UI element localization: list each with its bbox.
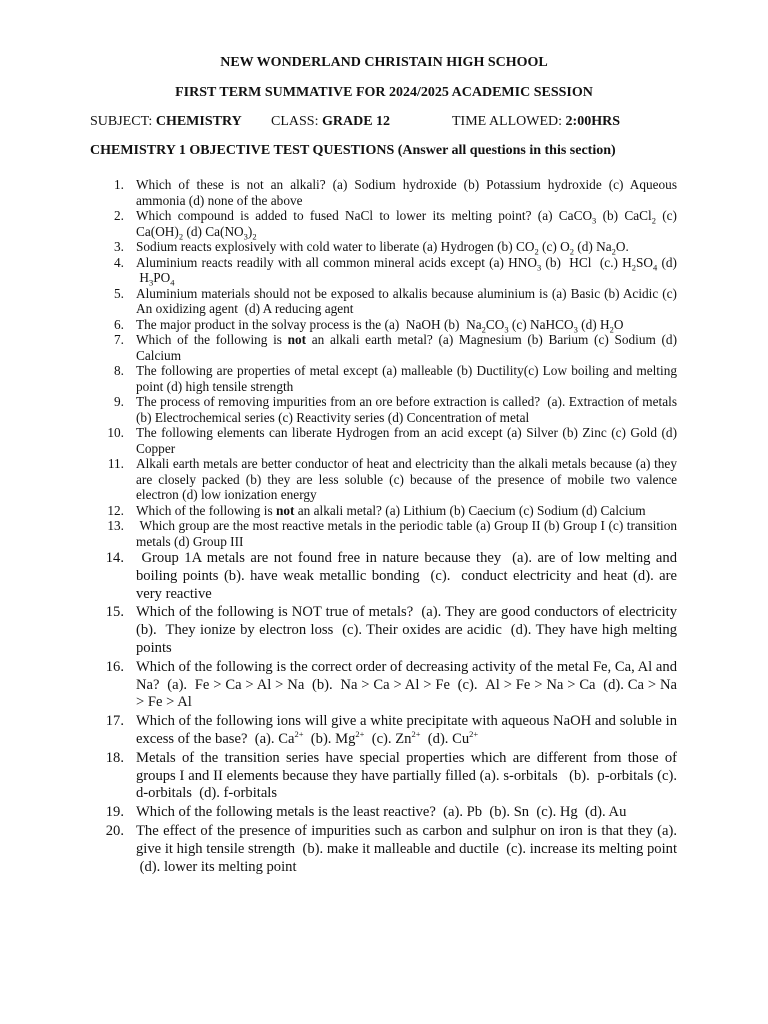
school-name: NEW WONDERLAND CHRISTAIN HIGH SCHOOL bbox=[220, 55, 548, 70]
question-item bbox=[90, 456, 677, 503]
question-number: 12. bbox=[107, 502, 124, 518]
question-number: 16. bbox=[105, 658, 124, 675]
question-text: Which of these is not an alkali? (a) Sodium hydroxide (b) Potassium hydroxide (c) Aqueous ammonia (d) none of the above bbox=[136, 177, 677, 208]
question-item bbox=[90, 239, 677, 255]
question-text: Aluminium materials should not be exposed to alkalis because aluminium is (a) Basic (b) Acidic (c) An oxidizing agent (d) A reducing agent bbox=[136, 285, 677, 316]
question-item bbox=[90, 823, 677, 876]
question-item bbox=[90, 255, 677, 286]
question-text: Alkali earth metals are better conductor of heat and electricity than the alkali metals because (a) they are closely packed (b) they are less soluble (c) because of the presence of mobile two valence electron (d) low ionization energy bbox=[136, 456, 677, 502]
question-text: Which of the following metals is the least reactive? (a). Pb (b). Sn (c). Hg (d). Au bbox=[136, 804, 627, 821]
question-number: 3. bbox=[114, 239, 124, 254]
question-text: Aluminium reacts readily with all common mineral acids except (a) $HNO_3$ (b) HCl (c.) $H_2SO_4$ (d) $H_3PO_4$ bbox=[136, 254, 677, 288]
question-number: 17. bbox=[105, 713, 124, 730]
question-number: 8. bbox=[114, 363, 124, 378]
question-item bbox=[90, 518, 677, 549]
question-item bbox=[90, 503, 677, 519]
question-item bbox=[90, 804, 677, 822]
question-number: 10. bbox=[107, 425, 124, 440]
question-text: Group 1A metals are not found free in nature because they (a). are of low melting and boiling points (b). have weak metallic bonding (c). conduct electricity and heat (d). are very reactive bbox=[136, 550, 677, 602]
question-item bbox=[90, 750, 677, 803]
class-label: CLASS: bbox=[271, 114, 322, 129]
question-number: 5. bbox=[114, 285, 124, 301]
question-text: Sodium reacts explosively with cold water to liberate (a) Hydrogen (b) $CO_2$ (c) $O_2$ (d) $Na_2O$. bbox=[136, 239, 629, 257]
question-item bbox=[90, 713, 677, 749]
question-item bbox=[90, 286, 677, 317]
question-text: Which of the following ions will give a white precipitate with aqueous NaOH and soluble in excess of the base? (a). $Ca^{2+}$ (b). $Mg^{2+}$ (c). $Zn^{2+}$ (d). $Cu^{2+}$ bbox=[136, 713, 677, 747]
question-text: Which compound is added to fused NaCl to lower its melting point? (a) CaCO$_3$ (b) CaCl$_2$ (c) $Ca(OH)_2$ (d) $Ca(NO_3)_2$ bbox=[136, 208, 677, 242]
subject-value: CHEMISTRY bbox=[155, 114, 242, 129]
question-text: Which of the following is the correct order of decreasing activity of the metal Fe, Ca, Al and Na? (a). Fe > Ca > Al > Na (b). Na > Ca > Al > Fe (c). Al > Fe > Na > Ca (d). Ca > Na > Fe > Al bbox=[136, 658, 677, 711]
subject-field bbox=[90, 114, 242, 129]
question-number: 4. bbox=[114, 254, 124, 270]
question-number: 13. bbox=[107, 518, 124, 533]
question-item bbox=[90, 208, 677, 242]
question-item bbox=[90, 425, 677, 456]
time-label: TIME ALLOWED: bbox=[452, 114, 566, 129]
class-value: GRADE 12 bbox=[321, 114, 391, 129]
exam-title: FIRST TERM SUMMATIVE FOR 2024/2025 ACADEMIC SESSION bbox=[175, 85, 593, 100]
question-item bbox=[90, 394, 677, 425]
time-field bbox=[452, 114, 620, 130]
question-item bbox=[90, 332, 677, 363]
question-number: 6. bbox=[114, 316, 124, 332]
question-number: 19. bbox=[105, 804, 124, 821]
question-text: The following elements can liberate Hydrogen from an acid except (a) Silver (b) Zinc (c) Gold (d) Copper bbox=[136, 425, 677, 456]
question-text: Which of the following is not an alkali metal? (a) Lithium (b) Caecium (c) Sodium (d) Calcium bbox=[136, 502, 646, 518]
question-item bbox=[90, 659, 677, 712]
question-number: 14. bbox=[105, 550, 124, 566]
question-text: Metals of the transition series have special properties which are different from those of groups I and II elements because they have partially filled (a). s-orbitals (b). p-orbitals (c). d-orbitals (d). f-orbitals bbox=[136, 749, 677, 802]
question-text: The effect of the presence of impurities such as carbon and sulphur on iron is that they (a). give it high tensile strength (b). make it malleable and ductile (c). increase its melting point (d). lower its melting point bbox=[136, 822, 677, 875]
question-number: 7. bbox=[114, 332, 124, 347]
question-text: Which group are the most reactive metals in the periodic table (a) Group II (b) Group I (c) transition metals (d) Group III bbox=[136, 518, 677, 549]
class-field bbox=[271, 114, 390, 130]
question-number: 20. bbox=[105, 822, 124, 839]
question-number: 1. bbox=[114, 177, 124, 192]
time-value: 2:00HRS bbox=[565, 114, 620, 129]
question-list bbox=[90, 177, 677, 876]
exam-meta bbox=[90, 114, 690, 130]
question-item bbox=[90, 550, 677, 603]
section-title: CHEMISTRY 1 OBJECTIVE TEST QUESTIONS (Answer all questions in this section) bbox=[90, 143, 616, 158]
question-text: Which of the following is NOT true of metals? (a). They are good conductors of electricity (b). They ionize by electron loss (c). Their oxides are acidic (d). They have high melting points bbox=[136, 604, 677, 656]
question-number: 2. bbox=[114, 208, 124, 223]
question-item bbox=[90, 363, 677, 394]
question-text: The process of removing impurities from an ore before extraction is called? (a). Extraction of metals (b) Electrochemical series (c) Reactivity series (d) Concentration of metal bbox=[136, 394, 677, 425]
question-text: The following are properties of metal except (a) malleable (b) Ductility(c) Low boiling and melting point (d) high tensile strength bbox=[136, 363, 677, 394]
question-number: 18. bbox=[105, 749, 124, 766]
question-number: 15. bbox=[105, 604, 124, 621]
question-text: Which of the following is not an alkali earth metal? (a) Magnesium (b) Barium (c) Sodium (d) Calcium bbox=[136, 332, 677, 363]
question-item bbox=[90, 177, 677, 208]
question-number: 11. bbox=[107, 456, 124, 471]
question-number: 9. bbox=[114, 394, 124, 409]
question-text: The major product in the solvay process is the (a) NaOH (b) $Na_2CO_3$ (c) NaHCO$_3$ (d) $H_2O$ bbox=[136, 316, 624, 335]
question-item bbox=[90, 604, 677, 657]
question-item bbox=[90, 317, 677, 333]
subject-label: SUBJECT: bbox=[90, 114, 156, 129]
